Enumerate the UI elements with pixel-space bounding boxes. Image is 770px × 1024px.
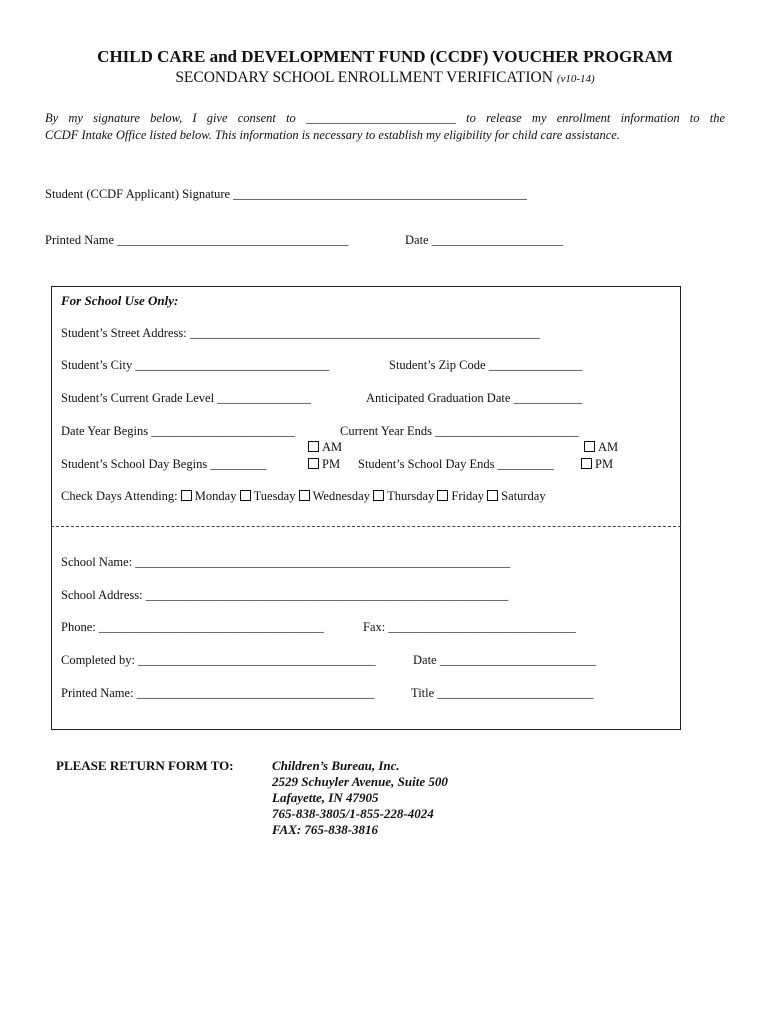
year-begins-field[interactable]: Date Year Begins _______________________ xyxy=(61,424,296,438)
applicant-signature-field[interactable]: Student (CCDF Applicant) Signature _______________________________________________ xyxy=(45,187,527,201)
version-label: (v10-14) xyxy=(556,73,595,85)
day-option-saturday[interactable] xyxy=(487,489,545,503)
title-field[interactable]: Title _________________________ xyxy=(411,686,594,700)
return-label: PLEASE RETURN FORM TO: xyxy=(56,758,234,773)
begin-pm-option[interactable] xyxy=(308,457,340,472)
form-title: CHILD CARE and DEVELOPMENT FUND (CCDF) VOUCHER PROGRAM xyxy=(97,47,673,66)
return-address-line: 2529 Schuyler Avenue, Suite 500 xyxy=(272,774,448,789)
form-subtitle xyxy=(0,69,770,87)
am-label: AM xyxy=(322,440,343,454)
year-ends-field[interactable]: Current Year Ends _______________________ xyxy=(340,424,579,438)
end-am-option[interactable] xyxy=(584,440,618,455)
begin-am-option[interactable] xyxy=(308,440,342,455)
am-label: AM xyxy=(598,440,619,454)
day-label: Wednesday xyxy=(312,489,370,503)
school-address-field[interactable]: School Address: __________________________________________________________ xyxy=(61,588,509,602)
checkbox-icon[interactable] xyxy=(181,490,192,501)
checkbox-icon[interactable] xyxy=(581,458,592,469)
checkbox-icon[interactable] xyxy=(299,490,310,501)
section-divider xyxy=(51,526,681,527)
consent-line-1: By my signature below, I give consent to ________________________ to release my enrollment information to the xyxy=(45,111,725,125)
consent-line-2: CCDF Intake Office listed below. This information is necessary to establish my eligibility for child care assistance. xyxy=(45,128,620,142)
day-label: Monday xyxy=(194,489,237,503)
return-phone-line: 765-838-3805/1-855-228-4024 xyxy=(272,806,434,821)
day-begins-field[interactable]: Student’s School Day Begins _________ xyxy=(61,457,267,471)
completed-date-field[interactable]: Date _________________________ xyxy=(413,653,596,667)
subtitle-text: SECONDARY SCHOOL ENROLLMENT VERIFICATION xyxy=(175,69,553,86)
pm-label: PM xyxy=(595,457,614,471)
phone-field[interactable]: Phone: ____________________________________ xyxy=(61,620,324,634)
consent-paragraph xyxy=(45,110,725,144)
grade-level-field[interactable]: Student’s Current Grade Level _______________ xyxy=(61,391,311,405)
checkbox-icon[interactable] xyxy=(308,458,319,469)
return-address-line: Lafayette, IN 47905 xyxy=(272,790,379,805)
applicant-date-field[interactable]: Date _____________________ xyxy=(405,233,563,247)
return-fax-line: FAX: 765-838-3816 xyxy=(272,822,379,837)
checkbox-icon[interactable] xyxy=(240,490,251,501)
day-option-tuesday[interactable] xyxy=(240,489,296,503)
graduation-date-field[interactable]: Anticipated Graduation Date ___________ xyxy=(366,391,583,405)
days-label: Check Days Attending: xyxy=(61,489,178,503)
applicant-printed-name-field[interactable]: Printed Name _____________________________________ xyxy=(45,233,349,247)
day-option-thursday[interactable] xyxy=(373,489,434,503)
day-ends-field[interactable]: Student’s School Day Ends _________ xyxy=(358,457,554,471)
day-label: Saturday xyxy=(501,489,546,503)
school-name-field[interactable]: School Name: ____________________________________________________________ xyxy=(61,555,511,569)
fax-field[interactable]: Fax: ______________________________ xyxy=(363,620,576,634)
day-label: Thursday xyxy=(387,489,435,503)
street-address-field[interactable]: Student’s Street Address: ________________________________________________________ xyxy=(61,326,540,340)
school-use-heading: For School Use Only: xyxy=(61,293,179,308)
day-option-wednesday[interactable] xyxy=(299,489,370,503)
zip-code-field[interactable]: Student’s Zip Code _______________ xyxy=(389,358,583,372)
days-attending-row xyxy=(61,489,546,504)
day-option-monday[interactable] xyxy=(181,489,237,503)
checkbox-icon[interactable] xyxy=(584,441,595,452)
end-pm-option[interactable] xyxy=(581,457,613,472)
checkbox-icon[interactable] xyxy=(373,490,384,501)
checkbox-icon[interactable] xyxy=(437,490,448,501)
return-address-line: Children’s Bureau, Inc. xyxy=(272,758,400,773)
school-printed-name-field[interactable]: Printed Name: ______________________________________ xyxy=(61,686,375,700)
pm-label: PM xyxy=(322,457,341,471)
checkbox-icon[interactable] xyxy=(308,441,319,452)
completed-by-field[interactable]: Completed by: ______________________________________ xyxy=(61,653,376,667)
city-field[interactable]: Student’s City _______________________________ xyxy=(61,358,330,372)
checkbox-icon[interactable] xyxy=(487,490,498,501)
day-label: Tuesday xyxy=(253,489,296,503)
day-label: Friday xyxy=(451,489,485,503)
day-option-friday[interactable] xyxy=(437,489,484,503)
